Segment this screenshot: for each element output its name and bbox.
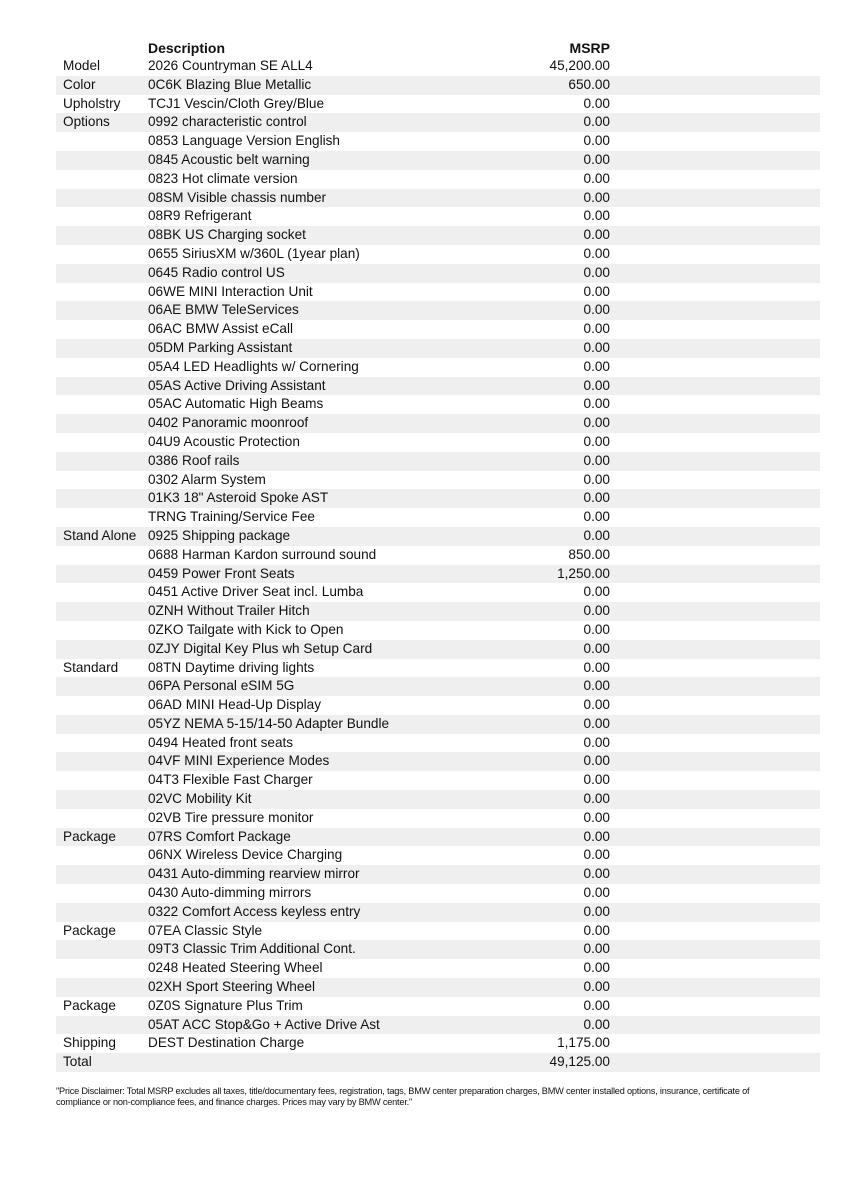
row-msrp: 0.00 [583, 321, 610, 337]
row-msrp: 0.00 [583, 415, 610, 431]
table-header [56, 38, 820, 57]
table-row [56, 565, 820, 584]
table-row [56, 621, 820, 640]
table-row [56, 151, 820, 170]
row-msrp: 0.00 [583, 772, 610, 788]
table-row [56, 809, 820, 828]
table-row [56, 978, 820, 997]
row-msrp: 0.00 [583, 941, 610, 957]
row-description: 0402 Panoramic moonroof [148, 415, 309, 431]
row-msrp: 0.00 [583, 678, 610, 694]
row-description: 0302 Alarm System [148, 471, 266, 487]
table-row [56, 245, 820, 264]
table-row [56, 358, 820, 377]
table-row [56, 884, 820, 903]
row-msrp: 0.00 [583, 885, 610, 901]
row-msrp: 0.00 [583, 697, 610, 713]
row-description: 06AE BMW TeleServices [148, 302, 299, 318]
row-category: Options [63, 114, 110, 130]
row-description: 02VC Mobility Kit [148, 791, 252, 807]
table-row [56, 207, 820, 226]
row-description: 04T3 Flexible Fast Charger [148, 772, 313, 788]
row-msrp: 0.00 [583, 922, 610, 938]
row-description: 0992 characteristic control [148, 114, 307, 130]
table-row [56, 828, 820, 847]
row-description: 0386 Roof rails [148, 452, 240, 468]
row-description: 01K3 18" Asteroid Spoke AST [148, 490, 329, 506]
row-msrp: 0.00 [583, 151, 610, 167]
table-row [56, 997, 820, 1016]
row-msrp: 49,125.00 [549, 1054, 610, 1070]
row-msrp: 0.00 [583, 452, 610, 468]
row-msrp: 0.00 [583, 264, 610, 280]
table-row [56, 865, 820, 884]
row-description: 0248 Heated Steering Wheel [148, 960, 323, 976]
table-row [56, 414, 820, 433]
table-row [56, 1034, 820, 1053]
table-row [56, 95, 820, 114]
row-msrp: 0.00 [583, 603, 610, 619]
table-row [56, 1053, 820, 1072]
row-msrp: 0.00 [583, 339, 610, 355]
table-row [56, 715, 820, 734]
table-row [56, 602, 820, 621]
table-row [56, 264, 820, 283]
row-category: Shipping [63, 1035, 116, 1051]
table-row [56, 395, 820, 414]
row-category: Package [63, 922, 116, 938]
table-row [56, 508, 820, 527]
row-msrp: 0.00 [583, 997, 610, 1013]
row-msrp: 0.00 [583, 791, 610, 807]
row-msrp: 1,175.00 [557, 1035, 610, 1051]
row-description: 05YZ NEMA 5-15/14-50 Adapter Bundle [148, 715, 390, 731]
row-msrp: 0.00 [583, 490, 610, 506]
row-description: 0Z0S Signature Plus Trim [148, 997, 303, 1013]
table-row [56, 771, 820, 790]
row-description: 08TN Daytime driving lights [148, 659, 315, 675]
row-description: 06AC BMW Assist eCall [148, 321, 294, 337]
row-msrp: 0.00 [583, 377, 610, 393]
table-row [56, 546, 820, 565]
row-description: 0431 Auto-dimming rearview mirror [148, 866, 360, 882]
row-description: 07EA Classic Style [148, 922, 263, 938]
row-description: 0430 Auto-dimming mirrors [148, 885, 312, 901]
row-msrp: 650.00 [568, 76, 610, 92]
row-msrp: 0.00 [583, 621, 610, 637]
table-row [56, 301, 820, 320]
table-row [56, 734, 820, 753]
table-row [56, 846, 820, 865]
row-description: 08SM Visible chassis number [148, 189, 327, 205]
row-msrp: 0.00 [583, 245, 610, 261]
table-row [56, 677, 820, 696]
row-description: 0925 Shipping package [148, 527, 291, 543]
row-msrp: 0.00 [583, 828, 610, 844]
row-description: 02VB Tire pressure monitor [148, 809, 314, 825]
row-msrp: 0.00 [583, 847, 610, 863]
row-category: Standard [63, 659, 119, 675]
table-row [56, 433, 820, 452]
row-description: TCJ1 Vescin/Cloth Grey/Blue [148, 95, 325, 111]
row-category: Package [63, 828, 116, 844]
table-row [56, 696, 820, 715]
table-row [56, 1016, 820, 1035]
table-row [56, 903, 820, 922]
table-row [56, 940, 820, 959]
row-msrp: 850.00 [568, 546, 610, 562]
row-description: 05AT ACC Stop&Go + Active Drive Ast [148, 1016, 380, 1032]
row-description: 0853 Language Version English [148, 133, 340, 149]
row-description: 06PA Personal eSIM 5G [148, 678, 295, 694]
table-row [56, 283, 820, 302]
row-description: 09T3 Classic Trim Additional Cont. [148, 941, 356, 957]
table-row [56, 377, 820, 396]
row-msrp: 0.00 [583, 753, 610, 769]
row-description: 06AD MINI Head-Up Display [148, 697, 322, 713]
table-row [56, 113, 820, 132]
row-category: Color [63, 76, 96, 92]
row-description: 06NX Wireless Device Charging [148, 847, 343, 863]
row-description: 0645 Radio control US [148, 264, 285, 280]
row-description: 0459 Power Front Seats [148, 565, 295, 581]
description-column-header: Description [148, 40, 226, 56]
row-msrp: 0.00 [583, 809, 610, 825]
table-row [56, 527, 820, 546]
row-description: 05DM Parking Assistant [148, 339, 293, 355]
table-row [56, 489, 820, 508]
row-description: TRNG Training/Service Fee [148, 509, 315, 525]
row-msrp: 0.00 [583, 95, 610, 111]
row-msrp: 0.00 [583, 527, 610, 543]
row-msrp: 0.00 [583, 433, 610, 449]
row-category: Model [63, 58, 101, 73]
row-msrp: 0.00 [583, 640, 610, 656]
row-msrp: 0.00 [583, 659, 610, 675]
row-msrp: 0.00 [583, 133, 610, 149]
row-description: 0C6K Blazing Blue Metallic [148, 76, 312, 92]
row-description: 05A4 LED Headlights w/ Cornering [148, 358, 359, 374]
row-description: 02XH Sport Steering Wheel [148, 979, 315, 995]
row-description: 0688 Harman Kardon surround sound [148, 546, 377, 562]
row-description: 0823 Hot climate version [148, 170, 298, 186]
row-msrp: 0.00 [583, 471, 610, 487]
row-msrp: 0.00 [583, 189, 610, 205]
row-msrp: 0.00 [583, 302, 610, 318]
table-row [56, 471, 820, 490]
row-description: 0ZJY Digital Key Plus wh Setup Card [148, 640, 373, 656]
row-msrp: 0.00 [583, 227, 610, 243]
row-msrp: 0.00 [583, 396, 610, 412]
row-description: 05AC Automatic High Beams [148, 396, 324, 412]
table-row [56, 339, 820, 358]
table-row [56, 790, 820, 809]
row-msrp: 1,250.00 [557, 565, 610, 581]
row-msrp: 0.00 [583, 903, 610, 919]
table-row [56, 659, 820, 678]
msrp-column-header: MSRP [569, 40, 610, 56]
row-category: Stand Alone [63, 527, 137, 543]
row-description: 0845 Acoustic belt warning [148, 151, 310, 167]
row-description: 2026 Countryman SE ALL4 [148, 58, 313, 73]
row-msrp: 45,200.00 [549, 58, 610, 73]
row-msrp: 0.00 [583, 283, 610, 299]
row-msrp: 0.00 [583, 979, 610, 995]
row-description: 08BK US Charging socket [148, 227, 306, 243]
table-row [56, 226, 820, 245]
row-msrp: 0.00 [583, 114, 610, 130]
price-disclaimer: "Price Disclaimer: Total MSRP excludes all taxes, title/documentary fees, registration, tags, BMW center preparation charges, BMW center installed options, insurance, certificate of compliance or non-compliance fees, and finance charges. Prices may vary by BMW center." [56, 1086, 750, 1107]
row-description: 0655 SiriusXM w/360L (1year plan) [148, 245, 360, 261]
row-description: 0ZKO Tailgate with Kick to Open [148, 621, 344, 637]
row-msrp: 0.00 [583, 960, 610, 976]
row-category: Upholstry [63, 95, 121, 111]
table-row [56, 640, 820, 659]
row-description: 0494 Heated front seats [148, 734, 294, 750]
row-category: Package [63, 997, 116, 1013]
row-msrp: 0.00 [583, 170, 610, 186]
row-description: 06WE MINI Interaction Unit [148, 283, 313, 299]
table-row [56, 76, 820, 95]
row-description: 04U9 Acoustic Protection [148, 433, 300, 449]
table-row [56, 452, 820, 471]
table-row [56, 959, 820, 978]
row-msrp: 0.00 [583, 1016, 610, 1032]
row-description: 0322 Comfort Access keyless entry [148, 903, 361, 919]
table-row [56, 320, 820, 339]
table-row [56, 170, 820, 189]
row-description: 0451 Active Driver Seat incl. Lumba [148, 584, 364, 600]
price-table [56, 57, 820, 1072]
row-description: 0ZNH Without Trailer Hitch [148, 603, 310, 619]
row-description: DEST Destination Charge [148, 1035, 305, 1051]
table-row [56, 189, 820, 208]
table-row [56, 752, 820, 771]
table-row [56, 922, 820, 941]
table-row [56, 57, 820, 76]
row-msrp: 0.00 [583, 584, 610, 600]
row-msrp: 0.00 [583, 866, 610, 882]
row-description: 05AS Active Driving Assistant [148, 377, 326, 393]
row-msrp: 0.00 [583, 208, 610, 224]
row-msrp: 0.00 [583, 715, 610, 731]
row-msrp: 0.00 [583, 734, 610, 750]
row-description: 04VF MINI Experience Modes [148, 753, 330, 769]
row-description: 07RS Comfort Package [148, 828, 291, 844]
row-msrp: 0.00 [583, 509, 610, 525]
row-msrp: 0.00 [583, 358, 610, 374]
table-row [56, 132, 820, 151]
table-row [56, 583, 820, 602]
row-category: Total [63, 1054, 92, 1070]
row-description: 08R9 Refrigerant [148, 208, 252, 224]
